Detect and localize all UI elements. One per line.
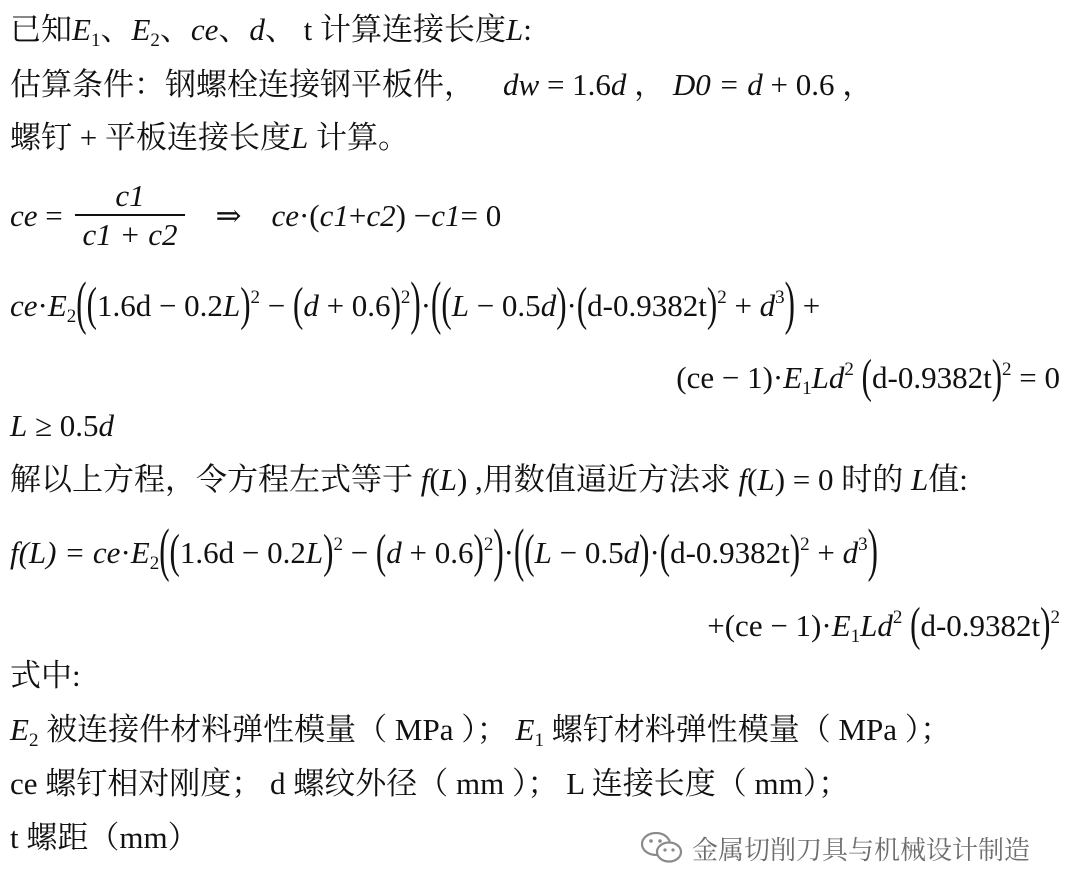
watermark-text: 金属切削刀具与机械设计制造 [692,835,1031,866]
estimation-condition-line: 估算条件：钢螺栓连接钢平板件， dw = 1.6d ， D0 = d + 0.6 ， [10,67,874,102]
stiffness-fraction: $\frac{c1}{c1 + c2}$ [75,178,186,254]
watermark [640,828,1030,868]
fl-equation-part1: $f(L) = ce\cdot E_2((1.6d - 0.2L)^2 - (d + 0.6)^2)\cdot((L - 0.5d)\cdot(d-0.9382t)^2 + d^3)$ [10,516,878,583]
constraint-line: L ≥ 0.5d [10,408,115,443]
fl-equation-part2: $+(ce - 1)\cdot E_1Ld^2$ $(d-0.9382t)^2$ [707,596,1060,651]
definition-stiffness-diameter-length: ce 螺钉相对刚度； d 螺纹外径（ mm ）； L 连接长度（ mm）； [10,766,850,801]
known-line: 已知$E_1$、$E_2$、ce、d、 t 计算连接长度L: [10,12,532,51]
stiffness-equation: ce = $\frac{c1}{c1 + c2}$ ⇒ ce ·( c1 + c2 ) − c1 = 0 [10,178,502,252]
main-equation-part2: $(ce - 1)\cdot E_1Ld^2$ $(d-0.9382t)^2 = 0$ [676,348,1060,403]
calc-title-line: 螺钉 + 平板连接长度L 计算。 [10,120,409,155]
definition-moduli: $E_2$ 被连接件材料弹性模量（ MPa ）； $E_1$ 螺钉材料弹性模量（ MPa ）； [10,712,952,751]
definition-pitch: t 螺距（mm） [10,820,199,855]
where-label: 式中: [10,658,81,693]
main-equation-part1: $ce\cdot E_2((1.6d - 0.2L)^2 - (d + 0.6)^2)\cdot((L - 0.5d)\cdot(d-0.9382t)^2 + d^3)$ + [10,269,821,336]
solve-instruction-line: 解以上方程，令方程左式等于 f(L) ,用数值逼近方法求 f(L) = 0 时的 L值: [10,462,968,497]
wechat-icon [640,830,684,866]
